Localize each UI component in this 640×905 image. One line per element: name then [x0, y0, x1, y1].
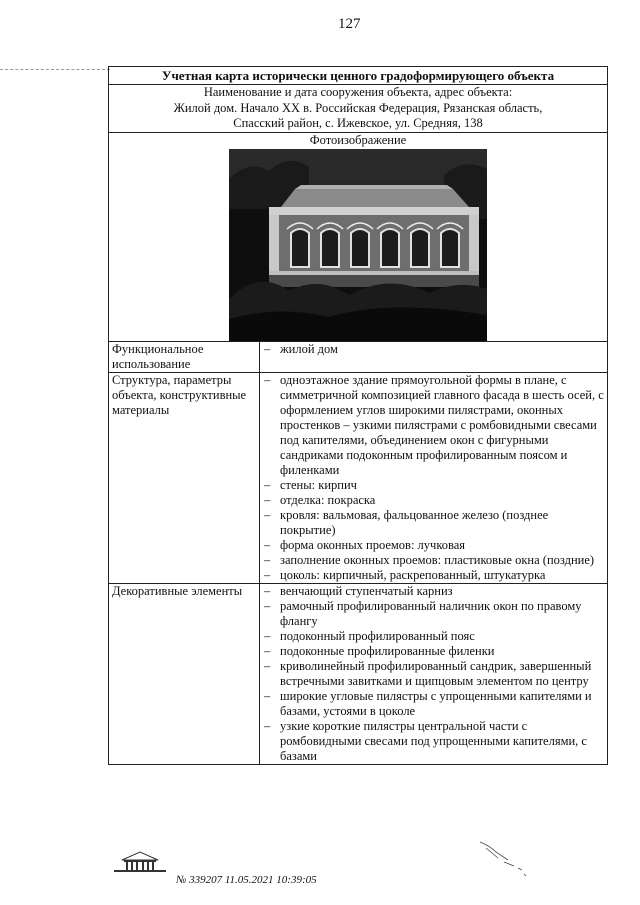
list-item: – рамочный профилированный наличник окон по правому флангу — [264, 598, 582, 628]
building-stamp-logo-icon — [112, 850, 168, 874]
building-photo — [229, 149, 487, 341]
row-value-structure — [260, 372, 608, 583]
row-label-decor: Декоративные элементы — [109, 583, 260, 764]
handwritten-signature — [478, 838, 528, 878]
photo-caption: Фотоизображение — [309, 132, 407, 147]
list-item: – одноэтажное здание прямоугольной формы в плане, с симметричной композицией главного фасада в шесть осей, с оформлением углов широкими пилястрами, оконных простенков – узкими пилястрами с ромбовидными свесами под капителями, объединением окон с фигурными сандриками подоконным профилированным поясом и филенками — [264, 372, 604, 477]
list-item: – подоконные профилированные филенки — [264, 643, 495, 658]
photo-cell — [109, 132, 608, 341]
address-line-2: Жилой дом. Начало XX в. Российская Федерация, Рязанская область, — [173, 100, 543, 115]
row-value-decor — [260, 583, 608, 764]
address-cell — [109, 85, 608, 133]
list-item: – отделка: покраска — [264, 492, 376, 507]
list-item: – заполнение оконных проемов: пластиковые окна (поздние) — [264, 552, 595, 567]
list-item: – подоконный профилированный пояс — [264, 628, 475, 643]
row-label-function: Функциональное использование — [109, 341, 260, 372]
page-number: 127 — [338, 16, 361, 32]
list-item: – широкие угловые пилястры с упрощенными капителями и базами, устоями в цоколе — [264, 688, 592, 718]
registration-number: № 339207 11.05.2021 10:39:05 — [176, 874, 317, 886]
address-line-1: Наименование и дата сооружения объекта, адрес объекта: — [203, 85, 513, 99]
row-label-structure: Структура, параметры объекта, конструктивные материалы — [109, 372, 260, 583]
list-item: – кровля: вальмовая, фальцованное железо (позднее покрытие) — [264, 507, 549, 537]
list-item: – жилой дом — [264, 341, 338, 356]
list-item: – венчающий ступенчатый карниз — [264, 583, 453, 598]
card-title: Учетная карта исторически ценного градоформирующего объекта — [109, 67, 608, 85]
list-item: – форма оконных проемов: лучковая — [264, 537, 466, 552]
row-value-function — [260, 341, 608, 372]
margin-dash-line — [0, 69, 110, 70]
address-line-3: Спасский район, с. Ижевское, ул. Средняя, 138 — [233, 116, 483, 130]
list-item: – стены: кирпич — [264, 477, 357, 492]
registration-card-table — [108, 66, 608, 765]
list-item: – криволинейный профилированный сандрик, завершенный встречными завитками и щипцовым элементом по центру — [264, 658, 592, 688]
list-item: – узкие короткие пилястры центральной части с ромбовидными свесами под упрощенными капителями, с базами — [264, 718, 587, 763]
list-item: – цоколь: кирпичный, раскрепованный, штукатурка — [264, 567, 546, 582]
